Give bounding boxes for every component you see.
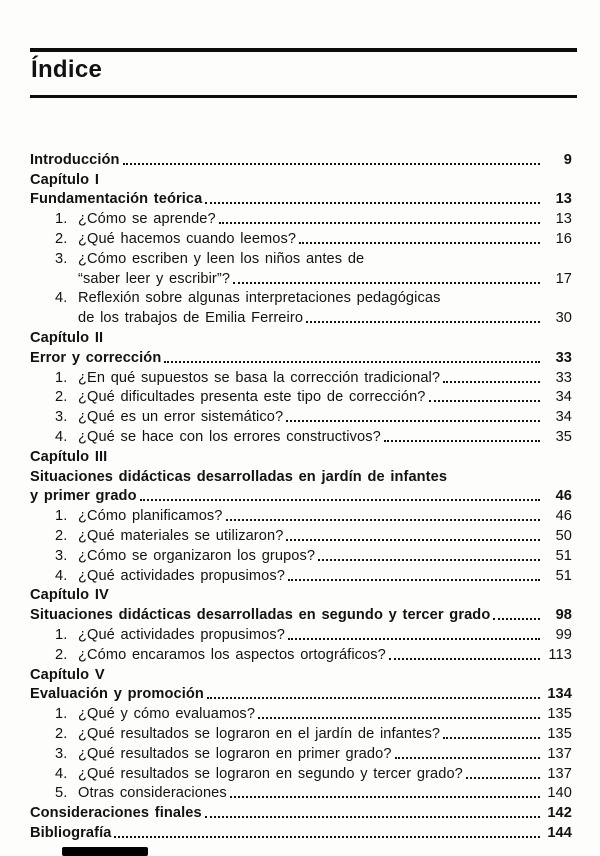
- toc-entry-label: ¿Qué resultados se lograron en el jardín de infantes?: [78, 725, 441, 742]
- toc-entry-label: ¿Qué hacemos cuando leemos?: [78, 230, 297, 247]
- toc-entry: [30, 623, 572, 643]
- page-title: Índice: [31, 56, 103, 83]
- toc-entry-label: Reflexión sobre algunas interpretaciones pedagógicas: [78, 290, 441, 307]
- toc-leader-dots: [258, 717, 540, 719]
- toc-entry-number: 2.: [55, 725, 68, 742]
- toc-entry-number: 3.: [55, 745, 68, 762]
- toc-entry-label: ¿En qué supuestos se basa la corrección tradicional?: [78, 369, 441, 386]
- toc-entry: [30, 386, 572, 406]
- toc-entry: [30, 801, 572, 821]
- toc-leader-dots: [233, 282, 540, 284]
- toc-entry-label: ¿Qué resultados se lograron en segundo y tercer grado?: [78, 765, 463, 782]
- toc-entry: [30, 188, 572, 208]
- header-rule-bottom: [30, 95, 577, 98]
- toc-leader-dots: [429, 400, 540, 402]
- toc-entry: [30, 742, 572, 762]
- toc-entry-page: 137: [547, 765, 572, 782]
- toc-entry: [30, 247, 572, 267]
- toc-entry-label: Error y corrección: [30, 349, 162, 366]
- toc-entry-label: ¿Qué materiales se utilizaron?: [78, 527, 284, 544]
- toc-entry: [30, 405, 572, 425]
- toc-entry-page: 16: [555, 230, 572, 247]
- toc-entry: [30, 425, 572, 445]
- toc-entry: [30, 445, 572, 465]
- toc-leader-dots: [207, 697, 540, 699]
- toc-leader-dots: [493, 618, 540, 620]
- toc-entry-number: 3.: [55, 547, 68, 564]
- toc-entry-number: 4.: [55, 765, 68, 782]
- toc-entry: [30, 346, 572, 366]
- toc-entry-label: Introducción: [30, 151, 120, 168]
- toc-leader-dots: [443, 737, 540, 739]
- toc-entry-number: 5.: [55, 785, 68, 802]
- toc-entry-label: Situaciones didácticas desarrolladas en segundo y tercer grado: [30, 607, 491, 624]
- toc-entry: [30, 366, 572, 386]
- toc-leader-dots: [389, 658, 540, 660]
- toc-entry-label: Capítulo IV: [30, 587, 109, 604]
- toc-entry-page: 9: [563, 151, 572, 168]
- toc-entry: [30, 584, 572, 604]
- toc-entry-label: Capítulo II: [30, 329, 104, 346]
- toc-entry-page: 33: [555, 369, 572, 386]
- toc-leader-dots: [318, 559, 540, 561]
- toc-entry: [30, 267, 572, 287]
- toc-leader-dots: [443, 381, 540, 383]
- toc-entry: [30, 504, 572, 524]
- toc-entry: [30, 821, 572, 841]
- toc-entry-page: 13: [555, 211, 572, 228]
- toc-leader-dots: [384, 440, 540, 442]
- toc-entry: [30, 485, 572, 505]
- toc-entry-page: 35: [555, 428, 572, 445]
- toc-entry: [30, 306, 572, 326]
- toc-entry-label: ¿Qué y cómo evaluamos?: [78, 706, 256, 723]
- toc-leader-dots: [230, 796, 540, 798]
- toc-entry-label: Capítulo V: [30, 666, 105, 683]
- toc-entry-label: Consideraciones finales: [30, 805, 202, 822]
- toc-entry-page: 51: [555, 547, 572, 564]
- toc-entry-label: ¿Qué actividades propusimos?: [78, 626, 285, 643]
- toc-entry-number: 2.: [55, 646, 68, 663]
- toc-entry-label: Capítulo III: [30, 448, 108, 465]
- toc-entry-page: 134: [547, 686, 572, 703]
- toc-entry-label: Capítulo I: [30, 171, 99, 188]
- toc-entry: [30, 465, 572, 485]
- toc-leader-dots: [219, 222, 540, 224]
- toc-entry-page: 142: [547, 805, 572, 822]
- toc-entry-label: ¿Qué se hace con los errores constructivos?: [78, 428, 381, 445]
- toc-entry: [30, 702, 572, 722]
- toc-entry-number: 2.: [55, 527, 68, 544]
- toc-leader-dots: [395, 757, 540, 759]
- toc-entry: [30, 227, 572, 247]
- toc-entry-label: ¿Qué es un error sistemático?: [78, 409, 284, 426]
- toc-entry-page: 140: [547, 785, 572, 802]
- toc-leader-dots: [288, 638, 540, 640]
- toc-entry-number: 1.: [55, 626, 68, 643]
- toc-entry-number: 1.: [55, 508, 68, 525]
- toc-entry: [30, 287, 572, 307]
- toc-leader-dots: [140, 499, 540, 501]
- toc-entry-page: 13: [555, 191, 572, 208]
- toc-entry: [30, 683, 572, 703]
- toc-leader-dots: [164, 361, 540, 363]
- toc-leader-dots: [466, 777, 540, 779]
- toc-entry-page: 137: [547, 745, 572, 762]
- toc-entry: [30, 524, 572, 544]
- toc-entry-page: 113: [548, 646, 572, 663]
- toc-leader-dots: [299, 242, 540, 244]
- toc-leader-dots: [123, 163, 540, 165]
- toc-entry-label: Evaluación y promoción: [30, 686, 204, 703]
- toc-entry-page: 46: [555, 488, 572, 505]
- toc-entry-label: ¿Cómo se aprende?: [78, 211, 216, 228]
- toc-leader-dots: [286, 420, 540, 422]
- toc-entry-number: 3.: [55, 250, 68, 267]
- toc-entry: [30, 722, 572, 742]
- toc-entry: [30, 564, 572, 584]
- toc-entry: [30, 643, 572, 663]
- toc-entry-label: “saber leer y escribir”?: [78, 270, 231, 287]
- toc-entry-number: 4.: [55, 428, 68, 445]
- toc-entry-page: 30: [555, 310, 572, 327]
- toc-entry-page: 46: [555, 508, 572, 525]
- toc-entry-number: 4.: [55, 290, 68, 307]
- toc-entry-number: 1.: [55, 369, 68, 386]
- toc-entry: [30, 207, 572, 227]
- toc-entry-label: ¿Cómo planificamos?: [78, 508, 223, 525]
- toc-entry-label: ¿Qué actividades propusimos?: [78, 567, 285, 584]
- toc-entry-page: 135: [547, 706, 572, 723]
- toc-entry-number: 4.: [55, 567, 68, 584]
- toc-entry: [30, 148, 572, 168]
- toc-leader-dots: [286, 539, 540, 541]
- toc-entry-page: 51: [555, 567, 572, 584]
- toc-leader-dots: [288, 579, 540, 581]
- toc-entry-label: ¿Cómo se organizaron los grupos?: [78, 547, 316, 564]
- toc-entry-page: 50: [555, 527, 572, 544]
- toc-entry-page: 33: [555, 349, 572, 366]
- toc-entry-label: Otras consideraciones: [78, 785, 227, 802]
- toc-entry-label: Situaciones didácticas desarrolladas en jardín de infantes: [30, 468, 448, 485]
- toc-entry-page: 144: [547, 824, 572, 841]
- toc-entry-label: Bibliografía: [30, 824, 112, 841]
- toc-entry-page: 34: [555, 409, 572, 426]
- toc-entry: [30, 326, 572, 346]
- toc-entry-label: de los trabajos de Emilia Ferreiro: [78, 310, 304, 327]
- toc-leader-dots: [306, 321, 540, 323]
- toc-entry-label: ¿Cómo escriben y leen los niños antes de: [78, 250, 365, 267]
- toc-entry-label: y primer grado: [30, 488, 137, 505]
- toc-entry: [30, 762, 572, 782]
- toc-list: [30, 148, 572, 841]
- toc-entry: [30, 782, 572, 802]
- toc-entry: [30, 603, 572, 623]
- header-rule-top: [30, 48, 577, 52]
- toc-leader-dots: [226, 519, 540, 521]
- toc-entry-label: ¿Qué resultados se lograron en primer grado?: [78, 745, 392, 762]
- toc-entry: [30, 168, 572, 188]
- toc-entry-label: Fundamentación teórica: [30, 191, 203, 208]
- toc-entry-number: 1.: [55, 706, 68, 723]
- toc-entry-page: 135: [547, 725, 572, 742]
- toc-entry: [30, 663, 572, 683]
- toc-entry-number: 2.: [55, 389, 68, 406]
- toc-entry: [30, 544, 572, 564]
- toc-entry-number: 3.: [55, 409, 68, 426]
- toc-entry-page: 17: [555, 270, 572, 287]
- toc-entry-number: 2.: [55, 230, 68, 247]
- toc-entry-label: ¿Qué dificultades presenta este tipo de corrección?: [78, 389, 426, 406]
- toc-leader-dots: [205, 202, 540, 204]
- toc-entry-page: 99: [555, 626, 572, 643]
- toc-entry-page: 34: [555, 389, 572, 406]
- toc-leader-dots: [114, 836, 540, 838]
- toc-leader-dots: [205, 816, 540, 818]
- toc-entry-label: ¿Cómo encaramos los aspectos ortográficos?: [78, 646, 386, 663]
- toc-entry-number: 1.: [55, 211, 68, 228]
- toc-entry-page: 98: [555, 607, 572, 624]
